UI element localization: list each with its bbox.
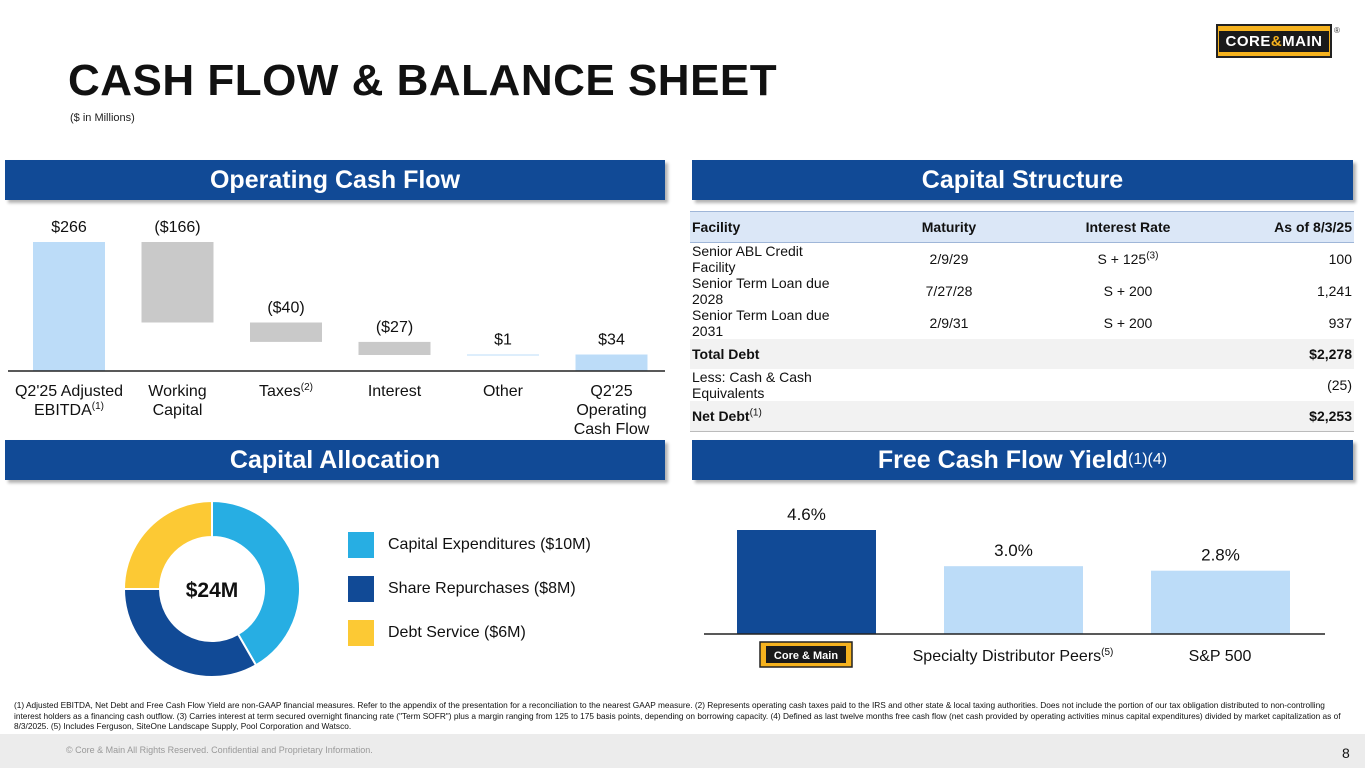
maturity-cell: 2/9/31 xyxy=(929,315,969,331)
waterfall-bar xyxy=(467,355,539,356)
legend-swatch-capital-expenditures xyxy=(348,532,374,558)
footnotes: (1) Adjusted EBITDA, Net Debt and Free Cash Flow Yield are non-GAAP financial measures. Refer to the appendix of the presentation for a reconciliation to the nearest GAAP measure. (2) Represents operating cash taxes paid to the IRS and other state & local taxing authorities. Does not include the portion of our tax obligation distributed to non-controlling interest holders as a financing cash outflow. (3) Carries interest at term secured overnight financing rate ("Term SOFR") plus a margin ranging from 125 to 175 basis points, depending on borrowing capacity. (4) Defined as last twelve months free cash flow (net cash provided by operating activities minus capital expenditures) divided by market capitalization as of 8/3/2025. (5) Includes Ferguson, SiteOne Landscape Supply, Pool Corporation and Watsco. xyxy=(14,700,1341,731)
operating-cash-flow-title: Operating Cash Flow xyxy=(209,165,461,194)
waterfall-data-label: ($27) xyxy=(375,318,414,336)
fcf-yield-bar xyxy=(737,530,876,634)
header-as-of: As of 8/3/25 xyxy=(1210,212,1354,243)
fcf-yield-bar xyxy=(1151,571,1290,634)
waterfall-category-label: Working Capital xyxy=(148,383,207,419)
capital-structure-banner xyxy=(692,160,1353,200)
logo-registered-mark: ® xyxy=(1334,26,1340,35)
header-maturity: Maturity xyxy=(852,212,1046,243)
donut-slice xyxy=(124,589,256,677)
legend-label: Share Repurchases ($8M) xyxy=(388,580,576,597)
legend-swatch-debt-service xyxy=(348,620,374,646)
less-cash-label: Less: Cash & Cash Equivalents xyxy=(692,369,812,401)
waterfall-category-label: Taxes$^{(2)}$ xyxy=(258,382,314,400)
rate-cell: $S + 125^{(3)}$ xyxy=(1097,250,1159,267)
capital-allocation-donut-chart xyxy=(120,497,304,681)
legend-label: Capital Expenditures ($10M) xyxy=(388,536,591,553)
waterfall-data-label: $266 xyxy=(51,219,87,236)
waterfall-category-label: Interest xyxy=(367,383,422,400)
page-number: 8 xyxy=(1342,745,1350,761)
value-cell: 1,241 xyxy=(1316,283,1352,299)
fcf-yield-data-label: 3.0% xyxy=(994,541,1033,561)
waterfall-bar xyxy=(33,242,105,371)
table-header-row xyxy=(690,212,1354,243)
legend-swatch-share-repurchases xyxy=(348,576,374,602)
waterfall-bar xyxy=(250,323,322,342)
value-cell: 100 xyxy=(1328,251,1352,267)
legend-item-debt-service xyxy=(348,620,526,646)
copyright-text: © Core & Main All Rights Reserved. Confidential and Proprietary Information. xyxy=(66,745,373,755)
fcf-yield-data-label: 2.8% xyxy=(1201,545,1240,565)
waterfall-category-label: Other xyxy=(482,383,524,400)
net-debt-label: Net Debt$^{(1)}$ xyxy=(690,401,852,432)
rate-footnote-ref: (3) xyxy=(1146,250,1159,262)
fcf-yield-bar xyxy=(944,566,1083,634)
fcf-category-core-main-logo xyxy=(760,642,852,667)
waterfall-data-label: ($166) xyxy=(154,219,201,236)
waterfall-category-label: Q2'25 Operating Cash Flow xyxy=(573,383,650,438)
maturity-cell: 7/27/28 xyxy=(925,283,973,299)
waterfall-bar xyxy=(359,342,431,355)
less-cash-row xyxy=(690,369,1354,401)
total-debt-row xyxy=(690,339,1354,369)
facility-cell: Senior ABL Credit Facility xyxy=(692,243,803,275)
capital-structure-title: Capital Structure xyxy=(921,165,1124,194)
net-debt-footnote-ref: (1) xyxy=(749,407,762,419)
capital-structure-table xyxy=(690,211,1354,432)
operating-cash-flow-banner xyxy=(5,160,665,200)
waterfall-bar xyxy=(142,242,214,323)
legend-item-share-repurchases xyxy=(348,576,576,602)
fcf-category-label: Specialty Distributor Peers$^{(5)}$ xyxy=(912,647,1114,665)
donut-slice xyxy=(124,501,212,589)
net-debt-row xyxy=(690,401,1354,432)
page-subtitle: ($ in Millions) xyxy=(70,112,135,124)
donut-center-label: $24M xyxy=(185,579,239,602)
table-row xyxy=(690,275,1354,307)
waterfall-data-label: ($40) xyxy=(267,299,305,317)
header-interest-rate: Interest Rate xyxy=(1046,212,1210,243)
facility-cell: Senior Term Loan due 2031 xyxy=(692,307,830,339)
waterfall-data-label: $34 xyxy=(598,331,625,349)
page-title: CASH FLOW & BALANCE SHEET xyxy=(68,56,778,105)
waterfall-bar xyxy=(576,355,648,371)
waterfall-data-label: $1 xyxy=(494,331,512,349)
table-row xyxy=(690,243,1354,276)
svg-text:Core & Main: Core & Main xyxy=(773,650,839,662)
waterfall-category-label: Q2'25 Adjusted EBITDA$^{(1)}$ xyxy=(14,383,124,419)
less-cash-value: (25) xyxy=(1327,377,1352,393)
maturity-cell: 2/9/29 xyxy=(929,251,969,267)
value-cell: 937 xyxy=(1328,315,1352,331)
company-logo: CORE&MAIN xyxy=(1216,24,1332,58)
total-debt-label: Total Debt xyxy=(690,339,852,369)
free-cash-flow-yield-chart xyxy=(700,495,1350,675)
rate-cell: S + 200 xyxy=(1103,283,1153,299)
total-debt-value: $2,278 xyxy=(1210,339,1354,369)
free-cash-flow-yield-banner: Free Cash Flow Yield (1)(4) xyxy=(692,440,1353,480)
net-debt-value: $2,253 xyxy=(1210,401,1354,432)
rate-cell: S + 200 xyxy=(1103,315,1153,331)
capital-allocation-title: Capital Allocation xyxy=(229,445,441,474)
legend-item-capital-expenditures xyxy=(348,532,591,558)
legend-label: Debt Service ($6M) xyxy=(388,624,526,641)
table-row xyxy=(690,307,1354,339)
fcf-yield-data-label: 4.6% xyxy=(787,505,826,524)
capital-allocation-banner xyxy=(5,440,665,480)
free-cash-flow-yield-title: Free Cash Flow Yield xyxy=(877,445,1128,474)
operating-cash-flow-waterfall-chart xyxy=(0,208,680,438)
header-facility: Facility xyxy=(690,212,852,243)
fcf-category-label: S&P 500 xyxy=(1188,648,1252,665)
facility-cell: Senior Term Loan due 2028 xyxy=(692,275,830,307)
